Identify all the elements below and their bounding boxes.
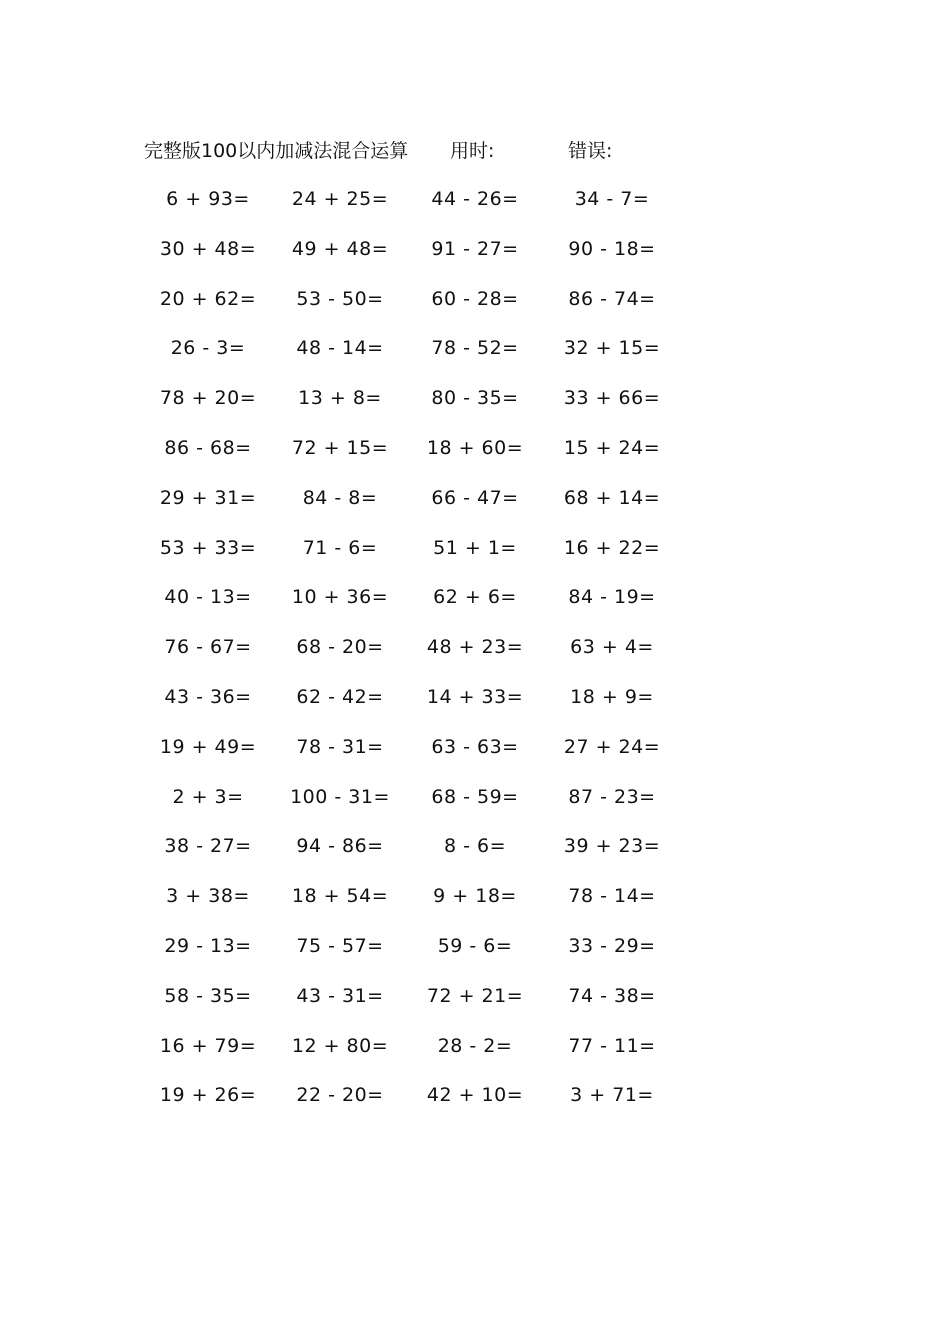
arithmetic-problem: 71 - 6= — [302, 536, 378, 559]
arithmetic-problem: 80 - 35= — [431, 387, 519, 410]
arithmetic-problem: 53 + 33= — [159, 536, 257, 559]
arithmetic-problem: 6 + 93= — [166, 188, 250, 210]
arithmetic-problem: 33 - 29= — [568, 934, 656, 957]
arithmetic-problem: 62 - 42= — [296, 685, 384, 708]
arithmetic-problem: 30 + 48= — [159, 237, 257, 260]
arithmetic-problem: 84 - 19= — [568, 586, 656, 609]
arithmetic-problem: 74 - 38= — [568, 984, 656, 1007]
arithmetic-problem: 72 + 21= — [426, 984, 524, 1007]
arithmetic-problem: 19 + 26= — [159, 1084, 257, 1107]
arithmetic-problem: 78 + 20= — [159, 387, 257, 410]
arithmetic-problem: 16 + 22= — [563, 536, 661, 559]
time-label: 用时: — [450, 140, 495, 162]
arithmetic-problem: 86 - 74= — [568, 287, 656, 310]
arithmetic-problem: 10 + 36= — [291, 586, 389, 609]
arithmetic-problem: 72 + 15= — [291, 436, 389, 459]
arithmetic-problem: 75 - 57= — [296, 934, 384, 957]
error-label: 错误: — [568, 140, 613, 162]
arithmetic-problem: 86 - 68= — [164, 436, 252, 459]
arithmetic-problem: 38 - 27= — [164, 835, 252, 858]
arithmetic-problem: 28 - 2= — [437, 1034, 513, 1057]
arithmetic-problem: 90 - 18= — [568, 237, 656, 260]
arithmetic-problem: 63 + 4= — [570, 636, 654, 659]
arithmetic-problem: 40 - 13= — [164, 586, 252, 609]
arithmetic-problem: 63 - 63= — [431, 735, 519, 758]
problem-grid — [144, 184, 682, 1130]
arithmetic-problem: 58 - 35= — [164, 984, 252, 1007]
arithmetic-problem: 62 + 6= — [433, 586, 517, 609]
arithmetic-problem: 3 + 71= — [570, 1084, 654, 1107]
arithmetic-problem: 49 + 48= — [291, 237, 389, 260]
arithmetic-problem: 20 + 62= — [159, 287, 257, 310]
arithmetic-problem: 15 + 24= — [563, 436, 661, 459]
arithmetic-problem: 29 + 31= — [159, 486, 257, 509]
arithmetic-problem: 84 - 8= — [302, 486, 378, 509]
arithmetic-problem: 12 + 80= — [291, 1034, 389, 1057]
arithmetic-problem: 51 + 1= — [433, 536, 517, 559]
arithmetic-problem: 22 - 20= — [296, 1084, 384, 1107]
arithmetic-problem: 60 - 28= — [431, 287, 519, 310]
arithmetic-problem: 68 + 14= — [563, 486, 661, 509]
arithmetic-problem: 26 - 3= — [170, 337, 246, 360]
arithmetic-problem: 87 - 23= — [568, 785, 656, 808]
arithmetic-problem: 18 + 9= — [570, 685, 654, 708]
arithmetic-problem: 39 + 23= — [563, 835, 661, 858]
arithmetic-problem: 78 - 31= — [296, 735, 384, 758]
arithmetic-problem: 2 + 3= — [172, 785, 244, 808]
arithmetic-problem: 48 + 23= — [426, 636, 524, 659]
arithmetic-problem: 27 + 24= — [563, 735, 661, 758]
arithmetic-problem: 68 - 59= — [431, 785, 519, 808]
arithmetic-problem: 78 - 14= — [568, 885, 656, 908]
worksheet-title: 完整版100以内加减法混合运算 — [144, 140, 409, 162]
arithmetic-problem: 76 - 67= — [164, 636, 252, 659]
arithmetic-problem: 91 - 27= — [431, 237, 519, 260]
arithmetic-problem: 43 - 31= — [296, 984, 384, 1007]
arithmetic-problem: 33 + 66= — [563, 387, 661, 410]
arithmetic-problem: 100 - 31= — [290, 785, 390, 808]
arithmetic-problem: 77 - 11= — [568, 1034, 656, 1057]
arithmetic-problem: 13 + 8= — [298, 387, 382, 410]
arithmetic-problem: 32 + 15= — [563, 337, 661, 360]
arithmetic-problem: 19 + 49= — [159, 735, 257, 758]
arithmetic-problem: 24 + 25= — [291, 188, 389, 210]
arithmetic-problem: 48 - 14= — [296, 337, 384, 360]
arithmetic-problem: 34 - 7= — [574, 188, 650, 210]
arithmetic-problem: 18 + 60= — [426, 436, 524, 459]
arithmetic-problem: 8 - 6= — [443, 835, 507, 858]
arithmetic-problem: 66 - 47= — [431, 486, 519, 509]
arithmetic-problem: 59 - 6= — [437, 934, 513, 957]
arithmetic-problem: 78 - 52= — [431, 337, 519, 360]
arithmetic-problem: 44 - 26= — [431, 188, 519, 210]
arithmetic-problem: 53 - 50= — [296, 287, 384, 310]
arithmetic-problem: 94 - 86= — [296, 835, 384, 858]
arithmetic-problem: 43 - 36= — [164, 685, 252, 708]
arithmetic-problem: 29 - 13= — [164, 934, 252, 957]
arithmetic-problem: 42 + 10= — [426, 1084, 524, 1107]
arithmetic-problem: 68 - 20= — [296, 636, 384, 659]
arithmetic-problem: 16 + 79= — [159, 1034, 257, 1057]
arithmetic-problem: 3 + 38= — [166, 885, 250, 908]
arithmetic-problem: 14 + 33= — [426, 685, 524, 708]
arithmetic-problem: 18 + 54= — [291, 885, 389, 908]
arithmetic-problem: 9 + 18= — [433, 885, 517, 908]
